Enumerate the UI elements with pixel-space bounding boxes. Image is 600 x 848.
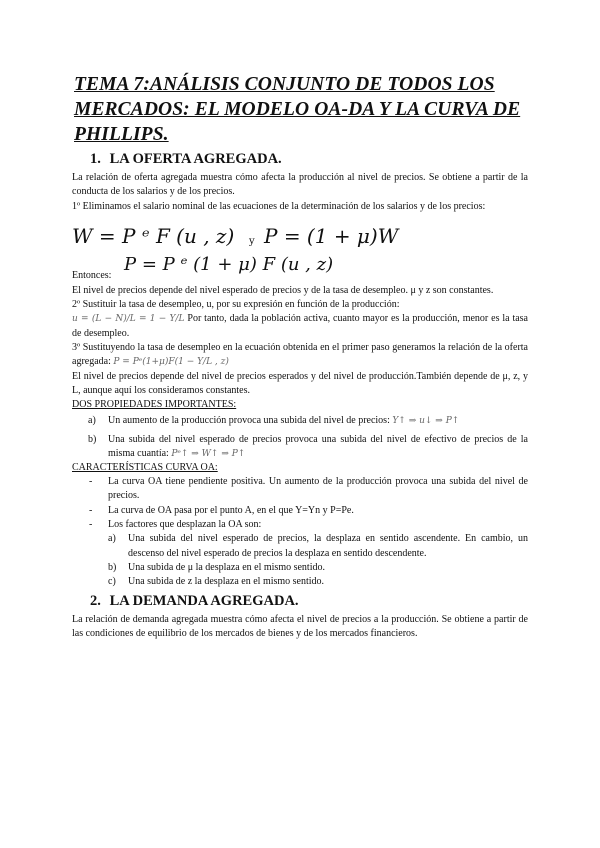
- step-3-sentence: 3º Sustituyendo la tasa de desempleo en la ecuación obtenida en el primer paso generamos la relación de la oferta agregada:: [72, 342, 528, 368]
- section-1-intro: La relación de oferta agregada muestra cómo afecta la producción al nivel de precios. Se obtiene a partir de la conducta de los salarios y de los precios.: [72, 172, 528, 198]
- step-2-conclusion: Por tanto, dada la población activa, cuanto mayor es la producción, menor es la tasa de desempleo.: [72, 313, 528, 339]
- step-2-continuation: [72, 312, 528, 341]
- section-2-number: 2.: [90, 592, 101, 609]
- factor-marker: b): [108, 561, 117, 573]
- list-marker: -: [89, 504, 93, 516]
- properties-list: [72, 414, 528, 461]
- factor-item: [94, 532, 528, 561]
- property-text: Una subida del nivel esperado de precios provoca una subida del nivel de efectivo de precios de la misma cuantía:: [108, 433, 528, 459]
- property-item-b: [72, 433, 528, 462]
- factor-text: Una subida de μ la desplaza en el mismo sentido.: [128, 561, 325, 573]
- section-1-heading: [90, 151, 528, 168]
- characteristics-list: [72, 475, 528, 589]
- step-2-text: 2º Sustituir la tasa de desempleo, u, por su expresión en función de la producción:: [72, 299, 400, 311]
- paragraph-price-level: El nivel de precios depende del nivel esperado de precios y de la tasa de desempleo. μ y z son constantes.: [72, 284, 494, 296]
- equation-wage-price: [72, 220, 528, 254]
- factor-text: Una subida de z la desplaza en el mismo sentido.: [128, 576, 325, 588]
- section-1-title: LA OFERTA AGREGADA.: [109, 151, 282, 167]
- characteristic-item: [72, 475, 528, 504]
- equation-price-level-row: [72, 253, 528, 284]
- aggregate-supply-formula: P = Pᵉ(1+μ)F(1 − Y/L , z): [113, 357, 229, 368]
- factor-item: [94, 575, 528, 589]
- equation-connector: y: [249, 235, 255, 247]
- equation-price: P = (1 + μ)W: [264, 223, 399, 248]
- property-text: Un aumento de la producción provoca una subida del nivel de precios:: [108, 415, 390, 427]
- characteristic-text: La curva OA tiene pendiente positiva. Un aumento de la producción provoca una subida del nivel de precios.: [108, 476, 528, 502]
- equation-wage: W = P ᵉ F (u , z): [72, 223, 235, 248]
- entonces-label: Entonces:: [72, 269, 112, 281]
- factors-list: [72, 532, 528, 589]
- characteristic-text: Los factores que desplazan la OA son:: [108, 519, 262, 531]
- document-page: [72, 72, 528, 641]
- equation-price-level: P = P ᵉ (1 + μ) F (u , z): [124, 253, 334, 275]
- characteristics-heading: CARACTERÍSTICAS CURVA OA:: [72, 462, 218, 474]
- section-2-intro: La relación de demanda agregada muestra cómo afecta el nivel de precios a la producción. Se obtiene a partir de las condiciones de equilibrio de los mercados de bienes y de los mercados financieros.: [72, 613, 528, 639]
- document-title: TEMA 7:ANÁLISIS CONJUNTO DE TODOS LOS MERCADOS: EL MODELO OA-DA Y LA CURVA DE PHILLIPS.: [74, 74, 521, 145]
- property-formula: Y↑ ⇒ u↓ ⇒ P↑: [392, 416, 460, 427]
- factor-marker: a): [108, 533, 116, 545]
- property-marker: a): [88, 415, 96, 427]
- factor-marker: c): [108, 576, 116, 588]
- property-formula: Pᵉ↑ ⇒ W↑ ⇒ P↑: [171, 448, 246, 459]
- characteristic-item: [72, 504, 528, 518]
- factor-text: Una subida del nivel esperado de precios, la desplaza en sentido ascendente. En cambio, un descenso del nivel esperado de precios la desplaza en sentido descendente.: [128, 533, 528, 559]
- properties-heading: DOS PROPIEDADES IMPORTANTES:: [72, 399, 237, 411]
- paragraph-price-production: El nivel de precios depende del nivel de precios esperados y del nivel de producción.También depende de μ, z, y L, aunque aquí los consideramos constantes.: [72, 370, 528, 396]
- step-3-text: [72, 341, 528, 370]
- characteristic-item: [72, 518, 528, 589]
- list-marker: -: [89, 476, 93, 488]
- section-1-number: 1.: [90, 151, 101, 167]
- section-2-title: LA DEMANDA AGREGADA.: [109, 592, 299, 609]
- unemployment-formula: u = (L − N)/L = 1 − Y/L: [72, 314, 185, 325]
- factor-item: [94, 561, 528, 575]
- list-marker: -: [89, 519, 93, 531]
- step-1-text: 1º Eliminamos el salario nominal de las ecuaciones de la determinación de los salarios y de los precios:: [72, 200, 486, 212]
- section-2-heading: [90, 593, 528, 610]
- property-marker: b): [88, 433, 97, 445]
- characteristic-text: La curva de OA pasa por el punto A, en el que Y=Yn y P=Pe.: [108, 504, 354, 516]
- property-item-a: [72, 414, 528, 428]
